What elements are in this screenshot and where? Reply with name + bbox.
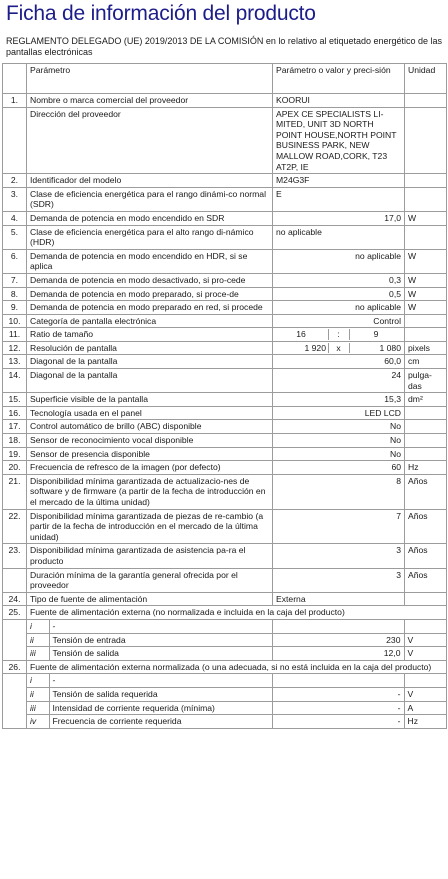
resolution-height: 1 080	[379, 342, 401, 353]
row-value: M24G3F	[273, 174, 405, 188]
row-value: No	[273, 420, 405, 434]
row-value: APEX CE SPECIALISTS LI-MITED, UNIT 3D NORTH POINT HOUSE,NORTH POINT BUSINESS PARK, NEW MALLOW ROAD,CORK, T23 AT2P, IE	[273, 107, 405, 174]
row-num: 5.	[3, 225, 27, 249]
table-row	[3, 674, 447, 728]
row-unit: dm²	[405, 393, 447, 407]
product-info-table	[2, 63, 447, 729]
row-unit	[405, 187, 447, 211]
sub-label: -	[49, 620, 272, 633]
row-value: 7	[273, 509, 405, 544]
row-num	[3, 107, 27, 174]
row-unit: W	[405, 249, 447, 273]
table-row	[3, 619, 447, 660]
header-unit: Unidad	[405, 64, 447, 94]
table-row	[3, 301, 447, 315]
row-num: 7.	[3, 273, 27, 287]
sub-num: iii	[27, 647, 49, 660]
row-unit	[405, 434, 447, 448]
row-num: 11.	[3, 328, 27, 342]
row-unit	[405, 225, 447, 249]
aspect-ratio-separator: :	[328, 329, 350, 340]
table-row	[3, 606, 447, 620]
row-label: Clase de eficiencia energética para el rango dinámi-co normal (SDR)	[27, 187, 273, 211]
sub-num: i	[27, 674, 49, 687]
row-label: Disponibilidad mínima garantizada de piezas de re-cambio (a partir de la fecha de introducción en el mercado de la última unidad)	[27, 509, 273, 544]
row-num: 15.	[3, 393, 27, 407]
sub-table-25	[27, 620, 446, 660]
row-num: 22.	[3, 509, 27, 544]
row-label: Sensor de reconocimiento vocal disponible	[27, 434, 273, 448]
row-unit: pixels	[405, 341, 447, 355]
row-unit: Años	[405, 509, 447, 544]
sub-value: -	[272, 701, 404, 715]
row-label: Ratio de tamaño	[27, 328, 273, 342]
row-value: Control	[273, 314, 405, 328]
row-label: Frecuencia de refresco de la imagen (por defecto)	[27, 461, 273, 475]
table-row	[3, 592, 447, 606]
table-row	[3, 406, 447, 420]
table-row	[3, 544, 447, 568]
table-row	[3, 474, 447, 509]
sub-num: iv	[27, 715, 49, 728]
row-num: 8.	[3, 287, 27, 301]
row-value: 3	[273, 544, 405, 568]
row-num: 2.	[3, 174, 27, 188]
row-label: Categoría de pantalla electrónica	[27, 314, 273, 328]
row-value: No	[273, 447, 405, 461]
section-label: Fuente de alimentación externa normalizada (o una adecuada, si no está incluida en la caja del producto)	[27, 660, 447, 674]
row-num-spacer	[3, 674, 27, 728]
row-unit: W	[405, 301, 447, 315]
row-label: Demanda de potencia en modo encendido en HDR, si se aplica	[27, 249, 273, 273]
sub-num: ii	[27, 687, 49, 701]
row-value: No	[273, 434, 405, 448]
sub-label: Frecuencia de corriente requerida	[49, 715, 272, 728]
row-num: 3.	[3, 187, 27, 211]
row-num: 18.	[3, 434, 27, 448]
table-row	[3, 341, 447, 355]
row-value: 0,5	[273, 287, 405, 301]
table-header-row	[3, 64, 447, 94]
sub-num: ii	[27, 633, 49, 647]
sub-unit: Hz	[404, 715, 446, 728]
row-num: 10.	[3, 314, 27, 328]
row-value: 8	[273, 474, 405, 509]
row-unit	[405, 420, 447, 434]
row-label: Resolución de pantalla	[27, 341, 273, 355]
sub-table-26	[27, 674, 446, 727]
row-label: Demanda de potencia en modo preparado en red, si procede	[27, 301, 273, 315]
row-value: Externa	[273, 592, 405, 606]
table-row	[3, 287, 447, 301]
row-value: no aplicable	[273, 301, 405, 315]
row-unit: Años	[405, 544, 447, 568]
table-row	[3, 461, 447, 475]
row-label: Diagonal de la pantalla	[27, 369, 273, 393]
row-num: 16.	[3, 406, 27, 420]
row-unit	[405, 447, 447, 461]
aspect-ratio-height: 9	[373, 329, 379, 340]
row-num: 23.	[3, 544, 27, 568]
row-num: 24.	[3, 592, 27, 606]
header-num	[3, 64, 27, 94]
row-num: 17.	[3, 420, 27, 434]
row-value	[273, 341, 405, 355]
sub-num: iii	[27, 701, 49, 715]
row-label: Clase de eficiencia energética para el alto rango di-námico (HDR)	[27, 225, 273, 249]
row-num: 25.	[3, 606, 27, 620]
row-value: E	[273, 187, 405, 211]
table-row	[3, 249, 447, 273]
sub-label: Intensidad de corriente requerida (mínima)	[49, 701, 272, 715]
table-row	[3, 94, 447, 108]
resolution-separator: x	[328, 343, 350, 354]
row-value: 24	[273, 369, 405, 393]
regulation-text: REGLAMENTO DELEGADO (UE) 2019/2013 DE LA COMISIÓN en lo relativo al etiquetado energético de las pantallas electrónicas	[6, 36, 443, 57]
row-num: 21.	[3, 474, 27, 509]
table-row	[3, 225, 447, 249]
row-value: LED LCD	[273, 406, 405, 420]
sub-label: Tensión de salida	[49, 647, 272, 660]
sub-label: Tensión de salida requerida	[49, 687, 272, 701]
row-unit: W	[405, 273, 447, 287]
sub-value: -	[272, 715, 404, 728]
row-label: Disponibilidad mínima garantizada de actualizacio-nes de software y de firmware (a partir de la fecha de introducción en el mercado de la última unidad)	[27, 474, 273, 509]
row-label: Sensor de presencia disponible	[27, 447, 273, 461]
sub-unit	[404, 620, 446, 633]
row-value: 60	[273, 461, 405, 475]
row-num: 9.	[3, 301, 27, 315]
row-value: 0,3	[273, 273, 405, 287]
table-row	[3, 420, 447, 434]
table-row	[3, 369, 447, 393]
row-label: Superficie visible de la pantalla	[27, 393, 273, 407]
row-value: no aplicable	[273, 225, 405, 249]
row-unit	[405, 592, 447, 606]
row-label: Demanda de potencia en modo preparado, si proce-de	[27, 287, 273, 301]
row-num: 6.	[3, 249, 27, 273]
row-value: 60,0	[273, 355, 405, 369]
row-unit: Hz	[405, 461, 447, 475]
sub-unit: V	[404, 687, 446, 701]
row-unit	[405, 94, 447, 108]
row-unit: W	[405, 287, 447, 301]
sub-unit: V	[404, 633, 446, 647]
row-unit	[405, 314, 447, 328]
sub-label: -	[49, 674, 272, 687]
row-label: Demanda de potencia en modo desactivado, si pro-cede	[27, 273, 273, 287]
table-row	[3, 107, 447, 174]
table-row	[3, 660, 447, 674]
sub-unit	[404, 674, 446, 687]
table-row	[3, 568, 447, 592]
row-unit	[405, 328, 447, 342]
row-value: 3	[273, 568, 405, 592]
row-label: Nombre o marca comercial del proveedor	[27, 94, 273, 108]
row-unit: Años	[405, 474, 447, 509]
row-num: 14.	[3, 369, 27, 393]
sub-value	[272, 674, 404, 687]
row-num: 20.	[3, 461, 27, 475]
table-row	[3, 447, 447, 461]
row-unit	[405, 107, 447, 174]
header-value: Parámetro o valor y preci-sión	[273, 64, 405, 94]
row-label: Disponibilidad mínima garantizada de asistencia pa-ra el producto	[27, 544, 273, 568]
table-row	[3, 211, 447, 225]
row-num-spacer	[3, 619, 27, 660]
row-num: 19.	[3, 447, 27, 461]
row-label: Control automático de brillo (ABC) disponible	[27, 420, 273, 434]
table-row	[3, 187, 447, 211]
sub-value	[272, 620, 404, 633]
sub-value: 230	[272, 633, 404, 647]
row-label: Dirección del proveedor	[27, 107, 273, 174]
row-value: 17,0	[273, 211, 405, 225]
table-row	[3, 328, 447, 342]
page-title: Ficha de información del producto	[6, 2, 316, 25]
sub-unit: A	[404, 701, 446, 715]
row-label: Identificador del modelo	[27, 174, 273, 188]
row-unit	[405, 174, 447, 188]
row-num	[3, 568, 27, 592]
row-num: 1.	[3, 94, 27, 108]
row-unit: pulga-das	[405, 369, 447, 393]
table-row	[3, 355, 447, 369]
resolution-width: 1 920	[304, 342, 326, 353]
row-label: Diagonal de la pantalla	[27, 355, 273, 369]
row-unit	[405, 406, 447, 420]
row-num: 12.	[3, 341, 27, 355]
row-label: Tipo de fuente de alimentación	[27, 592, 273, 606]
table-row	[3, 509, 447, 544]
row-label: Duración mínima de la garantía general ofrecida por el proveedor	[27, 568, 273, 592]
row-num: 13.	[3, 355, 27, 369]
row-value: 15,3	[273, 393, 405, 407]
row-value: KOORUI	[273, 94, 405, 108]
row-num: 26.	[3, 660, 27, 674]
aspect-ratio-width: 16	[296, 329, 306, 340]
table-row	[3, 393, 447, 407]
table-row	[3, 174, 447, 188]
row-unit: cm	[405, 355, 447, 369]
row-label: Tecnología usada en el panel	[27, 406, 273, 420]
row-value: no aplicable	[273, 249, 405, 273]
row-label: Demanda de potencia en modo encendido en SDR	[27, 211, 273, 225]
table-row	[3, 314, 447, 328]
row-unit: Años	[405, 568, 447, 592]
sub-value: -	[272, 687, 404, 701]
row-unit: W	[405, 211, 447, 225]
row-num: 4.	[3, 211, 27, 225]
header-param: Parámetro	[27, 64, 273, 94]
sub-label: Tensión de entrada	[49, 633, 272, 647]
table-row	[3, 434, 447, 448]
row-value	[273, 328, 405, 342]
sub-num: i	[27, 620, 49, 633]
sub-value: 12,0	[272, 647, 404, 660]
section-label: Fuente de alimentación externa (no normalizada e incluida en la caja del producto)	[27, 606, 447, 620]
table-row	[3, 273, 447, 287]
sub-unit: V	[404, 647, 446, 660]
